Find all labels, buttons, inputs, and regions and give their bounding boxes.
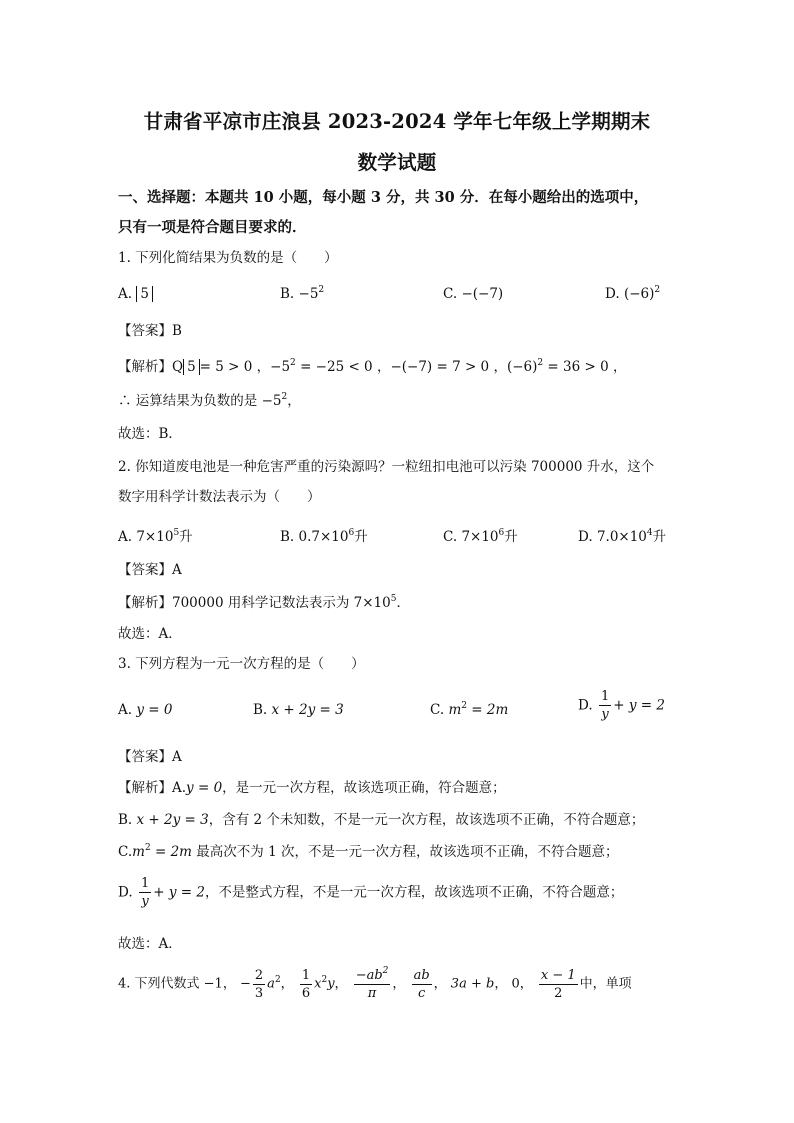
option-label: D. — [578, 697, 593, 714]
unit: 升 — [652, 529, 667, 545]
option-label: C. — [430, 702, 445, 718]
option-label: D. — [605, 286, 620, 302]
option-value: 5 — [136, 286, 153, 302]
analysis-text: ，不是整式方程，不是一元一次方程，故该选项不正确，不符合题意； — [204, 884, 624, 901]
numerator: 1 — [140, 876, 150, 891]
option-value: −(−7) — [461, 286, 504, 302]
q2-analysis — [118, 594, 410, 612]
denominator: y — [141, 894, 149, 909]
equation: y = 0 — [186, 780, 223, 796]
equation: x + 2y = 3 — [136, 812, 209, 828]
q3-analysis-a — [118, 779, 506, 797]
q2-option-b — [280, 525, 368, 545]
q1-option-b — [280, 286, 324, 302]
analysis-text: ，是一元一次方程，故该选项正确，符合题意； — [222, 780, 506, 796]
option-label: A. — [118, 286, 133, 302]
therefore-end: ， — [287, 393, 301, 409]
option-label: B. — [280, 529, 295, 545]
q3-answer: 【答案】A — [118, 749, 182, 765]
separator: ， — [392, 976, 406, 992]
fraction — [139, 875, 151, 910]
exponent: 2 — [654, 285, 661, 295]
fraction — [253, 967, 265, 1002]
exponent: 6 — [498, 528, 505, 538]
separator: ， — [433, 976, 447, 992]
analysis-text: ，含有 2 个未知数，不是一元一次方程，故该选项不正确，不符合题意； — [208, 812, 645, 828]
q1-option-d — [605, 286, 660, 302]
analysis-end: ． — [396, 595, 410, 611]
exponent: 2 — [144, 843, 151, 853]
option-label: B. — [253, 702, 268, 718]
q1-therefore — [118, 392, 301, 410]
analysis-text: = 5 > 0 ，−5 — [199, 359, 291, 375]
option-label: C. — [118, 844, 133, 860]
exponent: 2 — [290, 358, 296, 368]
q2-option-d — [578, 525, 666, 545]
stem-text: 中，单项 — [579, 976, 632, 992]
fraction — [300, 967, 312, 1002]
analysis-abs: 5 — [183, 359, 200, 375]
page-subtitle: 数学试题 — [357, 151, 437, 174]
q3-analysis-c — [118, 843, 618, 861]
stem-text: 4. 下列代数式 −1， — [118, 976, 236, 992]
q2-option-a — [118, 525, 193, 545]
q3-option-c — [430, 702, 508, 718]
denominator: 2 — [554, 986, 563, 1001]
fraction — [539, 967, 578, 1002]
analysis-text: = −25 < 0 ，−(−7) = 7 > 0 ，(−6) — [295, 359, 538, 375]
denominator: c — [417, 986, 426, 1001]
exponent: 2 — [321, 975, 328, 985]
option-label: B. — [118, 812, 133, 828]
numerator: 1 — [301, 968, 311, 983]
q2-option-c — [443, 525, 518, 545]
option-label: A. — [118, 702, 133, 718]
exponent: 2 — [382, 966, 389, 976]
q3-option-d — [578, 688, 665, 723]
equation: = 2m — [150, 844, 192, 860]
exponent: 2 — [318, 285, 325, 295]
option-label: C. — [443, 286, 458, 302]
exponent: 4 — [646, 528, 653, 538]
fraction — [412, 967, 432, 1002]
q3-analysis-b — [118, 811, 644, 829]
exponent: 2 — [461, 701, 467, 711]
denominator: y — [601, 707, 609, 722]
numerator: 2 — [254, 968, 264, 983]
expression: 0 — [511, 976, 520, 992]
q1-option-a — [118, 286, 153, 302]
option-value: m — [448, 702, 462, 718]
q2-choose: 故选：A． — [118, 626, 182, 642]
option-label: C. — [443, 529, 458, 545]
option-label: B. — [280, 286, 295, 302]
numerator: 1 — [600, 689, 610, 704]
option-value: x + 2y = 3 — [271, 702, 344, 718]
option-value: (−6) — [623, 286, 655, 302]
analysis-label: 【解析】 — [118, 359, 172, 375]
unit: 升 — [504, 529, 518, 545]
variable: x — [314, 976, 322, 992]
option-label: D. — [578, 529, 593, 545]
analysis-text: 最高次不为 1 次，不是一元一次方程，故该选项不正确，不符合题意； — [191, 844, 619, 860]
question-3-stem: 3. 下列方程为一元一次方程的是（ ） — [118, 656, 365, 672]
denominator: 6 — [301, 986, 311, 1001]
separator: ， — [334, 976, 348, 992]
analysis-text: 【解析】700000 用科学记数法表示为 7×10 — [118, 595, 391, 611]
exponent: 2 — [537, 358, 544, 368]
q2-answer: 【答案】A — [118, 562, 182, 578]
section-heading: 一、选择题：本题共 10 小题，每小题 3 分，共 30 分．在每小题给出的选项中， — [118, 189, 649, 206]
exponent: 5 — [173, 528, 180, 538]
fraction — [599, 688, 611, 723]
section-heading-cont: 只有一项是符合题目要求的． — [118, 219, 307, 236]
option-value: = 2m — [466, 702, 509, 718]
fraction — [354, 967, 391, 1002]
sign: − — [239, 976, 251, 992]
separator: ， — [519, 976, 533, 992]
page-title: 甘肃省平凉市庄浪县 2023-2024 学年七年级上学期期末 — [143, 110, 651, 133]
q1-answer: 【答案】B — [118, 323, 182, 339]
unit: 升 — [354, 529, 368, 545]
option-value: 7×10 — [136, 529, 174, 545]
option-value: + y = 2 — [613, 697, 665, 714]
numerator: −ab — [355, 968, 383, 983]
question-1-stem: 1. 下列化简结果为负数的是（ ） — [118, 250, 338, 266]
numerator: x − 1 — [540, 968, 576, 983]
equation: + y = 2 — [153, 884, 205, 901]
variable: y — [327, 976, 335, 992]
therefore-text: ∴ 运算结果为负数的是 −5 — [118, 393, 282, 409]
exponent: 2 — [274, 975, 281, 985]
denominator: 3 — [254, 986, 264, 1001]
exponent: 6 — [348, 528, 355, 538]
q3-option-b — [253, 702, 344, 718]
analysis-text: Q — [172, 359, 184, 375]
question-2-stem-cont: 数字用科学计数法表示为（ ） — [118, 489, 321, 505]
analysis-label: 【解析】A. — [118, 780, 187, 796]
expression: 3a + b — [450, 976, 495, 992]
separator: ， — [494, 976, 508, 992]
option-value: 7×10 — [461, 529, 499, 545]
separator: ， — [280, 976, 294, 992]
question-2-stem: 2. 你知道废电池是一种危害严重的污染源吗？一粒纽扣电池可以污染 700000 升水，这个 — [118, 459, 655, 475]
numerator: ab — [413, 968, 430, 983]
analysis-text: = 36 > 0 ， — [543, 359, 627, 375]
q3-choose: 故选：A． — [118, 936, 182, 952]
unit: 升 — [179, 529, 193, 545]
option-label: D. — [118, 884, 133, 901]
q1-option-c — [443, 286, 503, 302]
q3-analysis-d — [118, 875, 623, 910]
variable: a — [267, 976, 275, 992]
option-value: 0.7×10 — [298, 529, 349, 545]
q1-choose: 故选：B． — [118, 426, 182, 442]
option-value: −5 — [298, 286, 319, 302]
exponent: 5 — [390, 594, 397, 604]
denominator: π — [367, 986, 377, 1001]
exponent: 2 — [281, 392, 288, 402]
option-value: y = 0 — [136, 702, 173, 718]
option-label: A. — [118, 529, 133, 545]
equation: m — [132, 844, 145, 860]
option-value: 7.0×10 — [596, 529, 647, 545]
question-4-stem — [118, 967, 632, 1002]
q3-option-a — [118, 702, 172, 718]
q1-analysis — [118, 358, 626, 376]
